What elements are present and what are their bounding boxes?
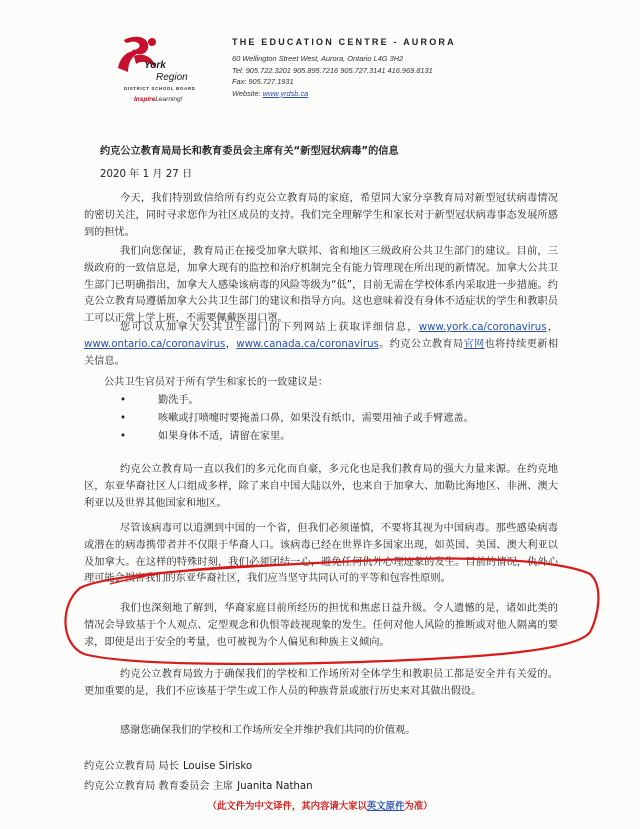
canada-link[interactable]: www.canada.ca/coronavirus xyxy=(236,338,379,350)
signature-director: 约克公立教育局 局长 Louise Sirisko xyxy=(84,761,253,772)
paragraph-4: 约克公立教育局一直以我们的多元化而自豪，多元化也是我们教育局的强大力量来源。在约克地区，东亚华裔社区人口组成多样，除了来自中国大陆以外，也来自于加拿大、加勒比海地区、非洲、澳大利亚以及世界其他国家和地区。 xyxy=(84,464,558,509)
website-link[interactable]: www.yrdsb.ca xyxy=(262,88,309,98)
advice-intro: 公共卫生官员对于所有学生和家长的一致建议是： xyxy=(104,377,329,388)
bullet: • xyxy=(120,431,127,442)
logo-region-text: Region xyxy=(156,72,188,83)
york-link[interactable]: www.york.ca/coronavirus xyxy=(418,322,547,333)
org-title: THE EDUCATION CENTRE - AURORA xyxy=(232,37,456,47)
advice-list xyxy=(104,374,474,446)
logo-tagline: InspireLearning! xyxy=(134,96,183,103)
ontario-link[interactable]: www.ontario.ca/coronavirus xyxy=(84,338,226,350)
letter-date: 2020 年 1 月 27 日 xyxy=(100,169,193,180)
letter-title: 约克公立教育局局长和教育委员会主席有关“新型冠状病毒”的信息 xyxy=(100,146,399,157)
paragraph-6: 我们也深刻地了解到，华裔家庭目前所经历的担忧和焦虑日益升级。令人遗憾的是，诸如此类的情况会导致基于个人观点、定型观念和仇恨等歧视现象的发生。任何对他人风险的推断或对他人隔离的要求，即使是出于安全的考量，也可被视为个人偏见和种族主义倾向。 xyxy=(84,603,558,648)
english-original-link[interactable]: 英文原件 xyxy=(366,801,405,812)
paragraph-7: 约克公立教育局致力于确保我们的学校和工作场所对全体学生和教职员工都是安全并有关爱的。更加重要的是，我们不应该基于学生或工作人员的种族背景或旅行历史来对其做出假设。 xyxy=(84,669,558,697)
logo-york-text: York xyxy=(144,60,166,71)
list-item: • 勤洗手。 xyxy=(120,392,474,410)
paragraph-8: 感谢您确保我们的学校和工作场所安全并维护我们共同的价值观。 xyxy=(120,725,416,736)
address: 60 Wellington Street West, Aurora, Ontario L4G 3H2 xyxy=(232,54,404,63)
fax: Fax: 905.727.1931 xyxy=(232,77,294,86)
paragraph-3: 您可以从加拿大公共卫生部门的下列网站上获取详细信息，www.york.ca/coronavirus，www.ontario.ca/coronavirus，www.canada.ca/coronavirus。约克公立教育局官网也将持续更新相关信息。 xyxy=(84,322,559,367)
bullet: • xyxy=(120,413,127,424)
paragraph-1: 今天，我们特别致信给所有约克公立教育局的家庭，希望同大家分享教育局对新型冠状病毒情况的密切关注，同时寻求您作为社区成员的支持。我们完全理解学生和家长对于新型冠状病毒事态发展所感到的担忧。 xyxy=(84,193,558,238)
official-site-link[interactable]: 官网 xyxy=(463,338,485,350)
website: Website: www.yrdsb.ca xyxy=(232,88,309,98)
list-item: • 咳嗽或打喷嚏时要掩盖口鼻，如果没有纸巾，需要用袖子或手臂遮盖。 xyxy=(120,410,474,428)
signature-chair: 约克公立教育局 教育委员会 主席 Juanita Nathan xyxy=(84,781,313,792)
paragraph-5: 尽管该病毒可以追溯到中国的一个省，但我们必须谨慎，不要将其视为中国病毒。那些感染病毒或潜在的病毒携带者并不仅限于华裔人口。该病毒已经在世界许多国家出现，如英国、美国、澳大利亚以及加拿大。在这样的特殊时刻，我们必须团结一心，避免任何仇外心理迹象的发生。目前的情况，仇外心理可能会损害我们的东亚华裔社区，我们应当坚守共同认可的平等和包容性原则。 xyxy=(84,523,558,585)
letterhead xyxy=(232,37,456,99)
york-region-logo xyxy=(104,34,214,106)
logo-board-text: DISTRICT SCHOOL BOARD xyxy=(124,86,196,91)
bullet: • xyxy=(120,395,127,406)
list-item: • 如果身体不适，请留在家里。 xyxy=(120,428,474,446)
telephone: Tel: 905.722.3201 905.895.7216 905.727.3141 416.969.8131 xyxy=(232,65,433,75)
translation-note: （此文件为中文译件，其内容请大家以英文原件为准） xyxy=(207,801,433,812)
paragraph-2: 我们向您保证，教育局正在接受加拿大联邦、省和地区三级政府公共卫生部门的建议。目前，三级政府的一致信息是，加拿大现有的监控和治疗机制完全有能力管理现在所出现的新情况。加拿大公共卫生部门已明确指出，加拿大人感染该病毒的风险等级为“低”，目前无需在学校体系内采取进一步措施。约克公立教育局遵循加拿大公共卫生部门的建议和指导方向。这也意味着没有身体不适症状的学生和教职员工可以正常上学上班，不需要佩戴医用口罩。 xyxy=(84,246,558,325)
